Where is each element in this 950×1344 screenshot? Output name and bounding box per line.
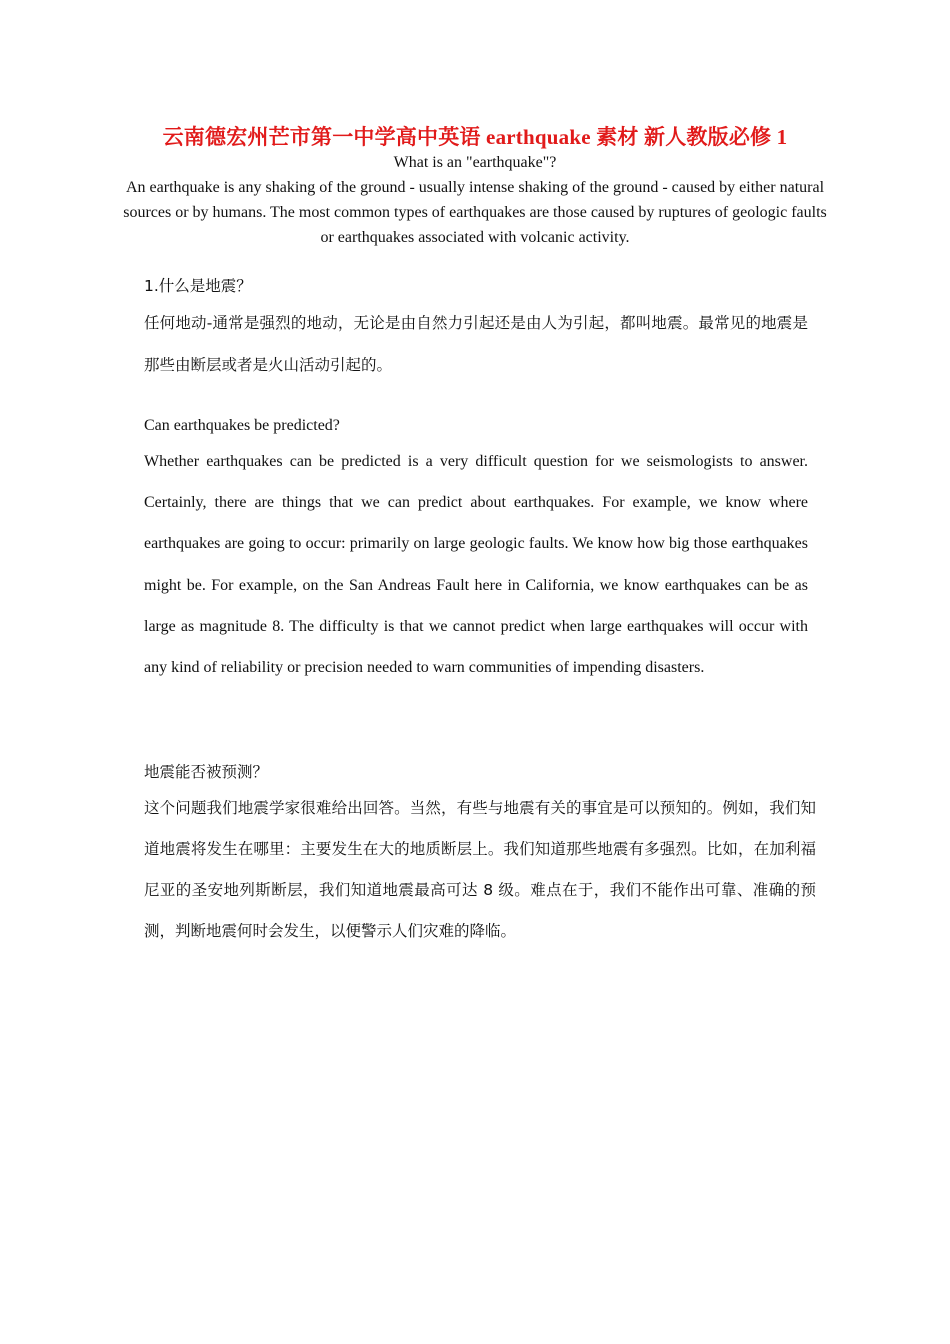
section1-heading: 1.什么是地震？ (144, 277, 252, 295)
section3-body: 这个问题我们地震学家很难给出回答。当然，有些与地震有关的事宜是可以预知的。例如，我们知道地震将发生在哪里：主要发生在大的地质断层上。我们知道那些地震有多强烈。比如，在加利福尼亚的圣安地列斯断层，我们知道地震最高可达 8 级。难点在于，我们不能作出可靠、准确的预测，判断地震何时会发生，以便警示人们灾难的降临。 (144, 799, 816, 940)
intro-answer: An earthquake is any shaking of the ground - usually intense shaking of the ground - caused by either natural sources or by humans. The most common types of earthquakes are those caused by ruptures of geologic faults or earthquakes associated with volcanic activity. (123, 179, 827, 246)
section3-heading: 地震能否被预测？ (144, 763, 269, 781)
document-title: 云南德宏州芒市第一中学高中英语 earthquake 素材 新人教版必修 1 (162, 125, 788, 149)
section1-body: 任何地动-通常是强烈的地动，无论是由自然力引起还是由人为引起，都叫地震。最常见的地震是那些由断层或者是火山活动引起的。 (144, 314, 808, 374)
intro-question: What is an "earthquake"? (393, 154, 557, 171)
section2-body: Whether earthquakes can be predicted is a very difficult question for we seismologists to answer. Certainly, there are things that we can predict about earthquakes. For example, we know where earthquakes are going to occur: primarily on large geologic faults. We know how big those earthquakes might be. For example, on the San Andreas Fault here in California, we know earthquakes can be as large as magnitude 8. The difficulty is that we cannot predict when large earthquakes will occur with any kind of reliability or precision needed to warn communities of impending disasters. (144, 453, 808, 677)
section2-heading: Can earthquakes be predicted? (144, 417, 340, 434)
